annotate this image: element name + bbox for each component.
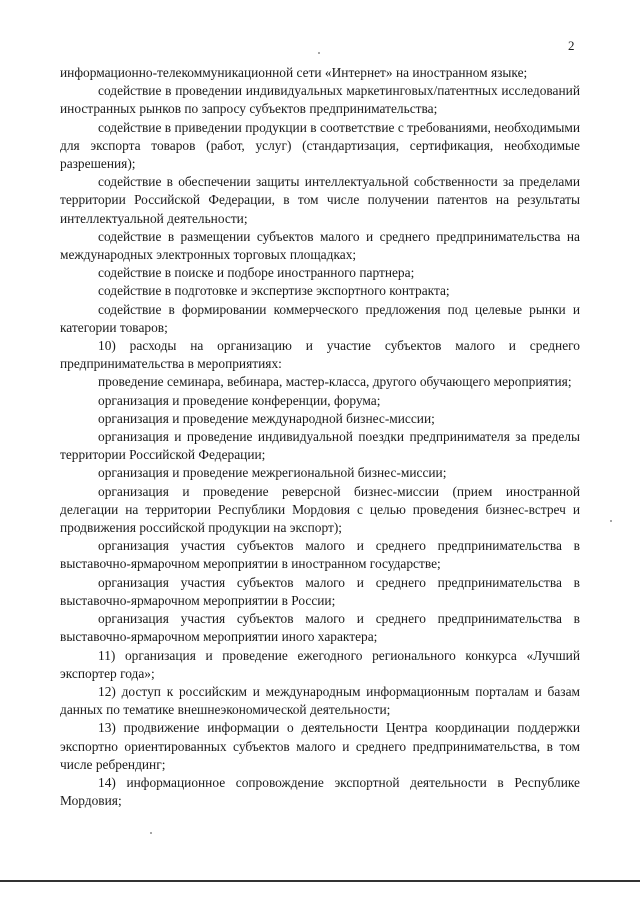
- paragraph: содействие в обеспечении защиты интеллектуальной собственности за пределами территории Российской Федерации, в том числе получении патентов на результаты интеллектуальной деятельности;: [60, 174, 580, 226]
- paragraph: содействие в проведении индивидуальных маркетинговых/патентных исследований иностранных рынков по запросу субъектов предпринимательства;: [60, 83, 580, 117]
- paragraph: содействие в подготовке и экспертизе экспортного контракта;: [98, 283, 450, 299]
- paragraph: 10) расходы на организацию и участие субъектов малого и среднего предпринимательства в мероприятиях:: [60, 338, 580, 372]
- document-body: [60, 64, 580, 810]
- scan-bottom-edge: [0, 880, 640, 882]
- scan-speck: [318, 52, 320, 54]
- paragraph: содействие в формировании коммерческого предложения под целевые рынки и категории товаров;: [60, 301, 580, 335]
- paragraph: организация и проведение конференции, форума;: [98, 392, 381, 408]
- paragraph: содействие в размещении субъектов малого и среднего предпринимательства на международных электронных торговых площадках;: [60, 228, 580, 263]
- paragraph: проведение семинара, вебинара, мастер-класса, другого обучающего мероприятия;: [98, 374, 572, 390]
- scan-speck: [150, 832, 152, 834]
- paragraph: организация и проведение индивидуальной поездки предпринимателя за пределы территории Российской Федерации;: [60, 429, 580, 463]
- paragraph: 11) организация и проведение ежегодного регионального конкурса «Лучший экспортер года»;: [60, 647, 580, 681]
- paragraph: 13) продвижение информации о деятельности Центра координации поддержки экспортно ориентированных субъектов малого и среднего предпринимательства, в том числе ребрендинг;: [60, 720, 580, 772]
- paragraph: организация и проведение реверсной бизнес-миссии (прием иностранной делегации на территории Республики Мордовия с целью проведения бизнес-встреч и продвижения российской продукции на экспорт);: [60, 483, 580, 536]
- page-number: 2: [568, 38, 575, 53]
- paragraph: 12) доступ к российским и международным информационным порталам и базам данных по тематике внешнеэкономической деятельности;: [60, 683, 580, 718]
- paragraph: содействие в поиске и подборе иностранного партнера;: [98, 265, 415, 281]
- scan-speck: [610, 520, 612, 522]
- paragraph: 14) информационное сопровождение экспортной деятельности в Республике Мордовия;: [60, 774, 580, 809]
- paragraph: организация участия субъектов малого и среднего предпринимательства в выставочно-ярмарочном мероприятии в иностранном государстве;: [60, 538, 580, 572]
- paragraph: организация участия субъектов малого и среднего предпринимательства в выставочно-ярмарочном мероприятии иного характера;: [60, 611, 580, 645]
- paragraph: организация и проведение межрегиональной бизнес-миссии;: [98, 465, 447, 481]
- paragraph: организация участия субъектов малого и среднего предпринимательства в выставочно-ярмарочном мероприятии в России;: [60, 574, 580, 608]
- paragraph: организация и проведение международной бизнес-миссии;: [98, 410, 435, 426]
- paragraph: содействие в приведении продукции в соответствие с требованиями, необходимыми для экспорта товаров (работ, услуг) (стандартизация, сертификация, необходимые разрешения);: [60, 119, 580, 172]
- paragraph: информационно-телекоммуникационной сети «Интернет» на иностранном языке;: [60, 65, 528, 80]
